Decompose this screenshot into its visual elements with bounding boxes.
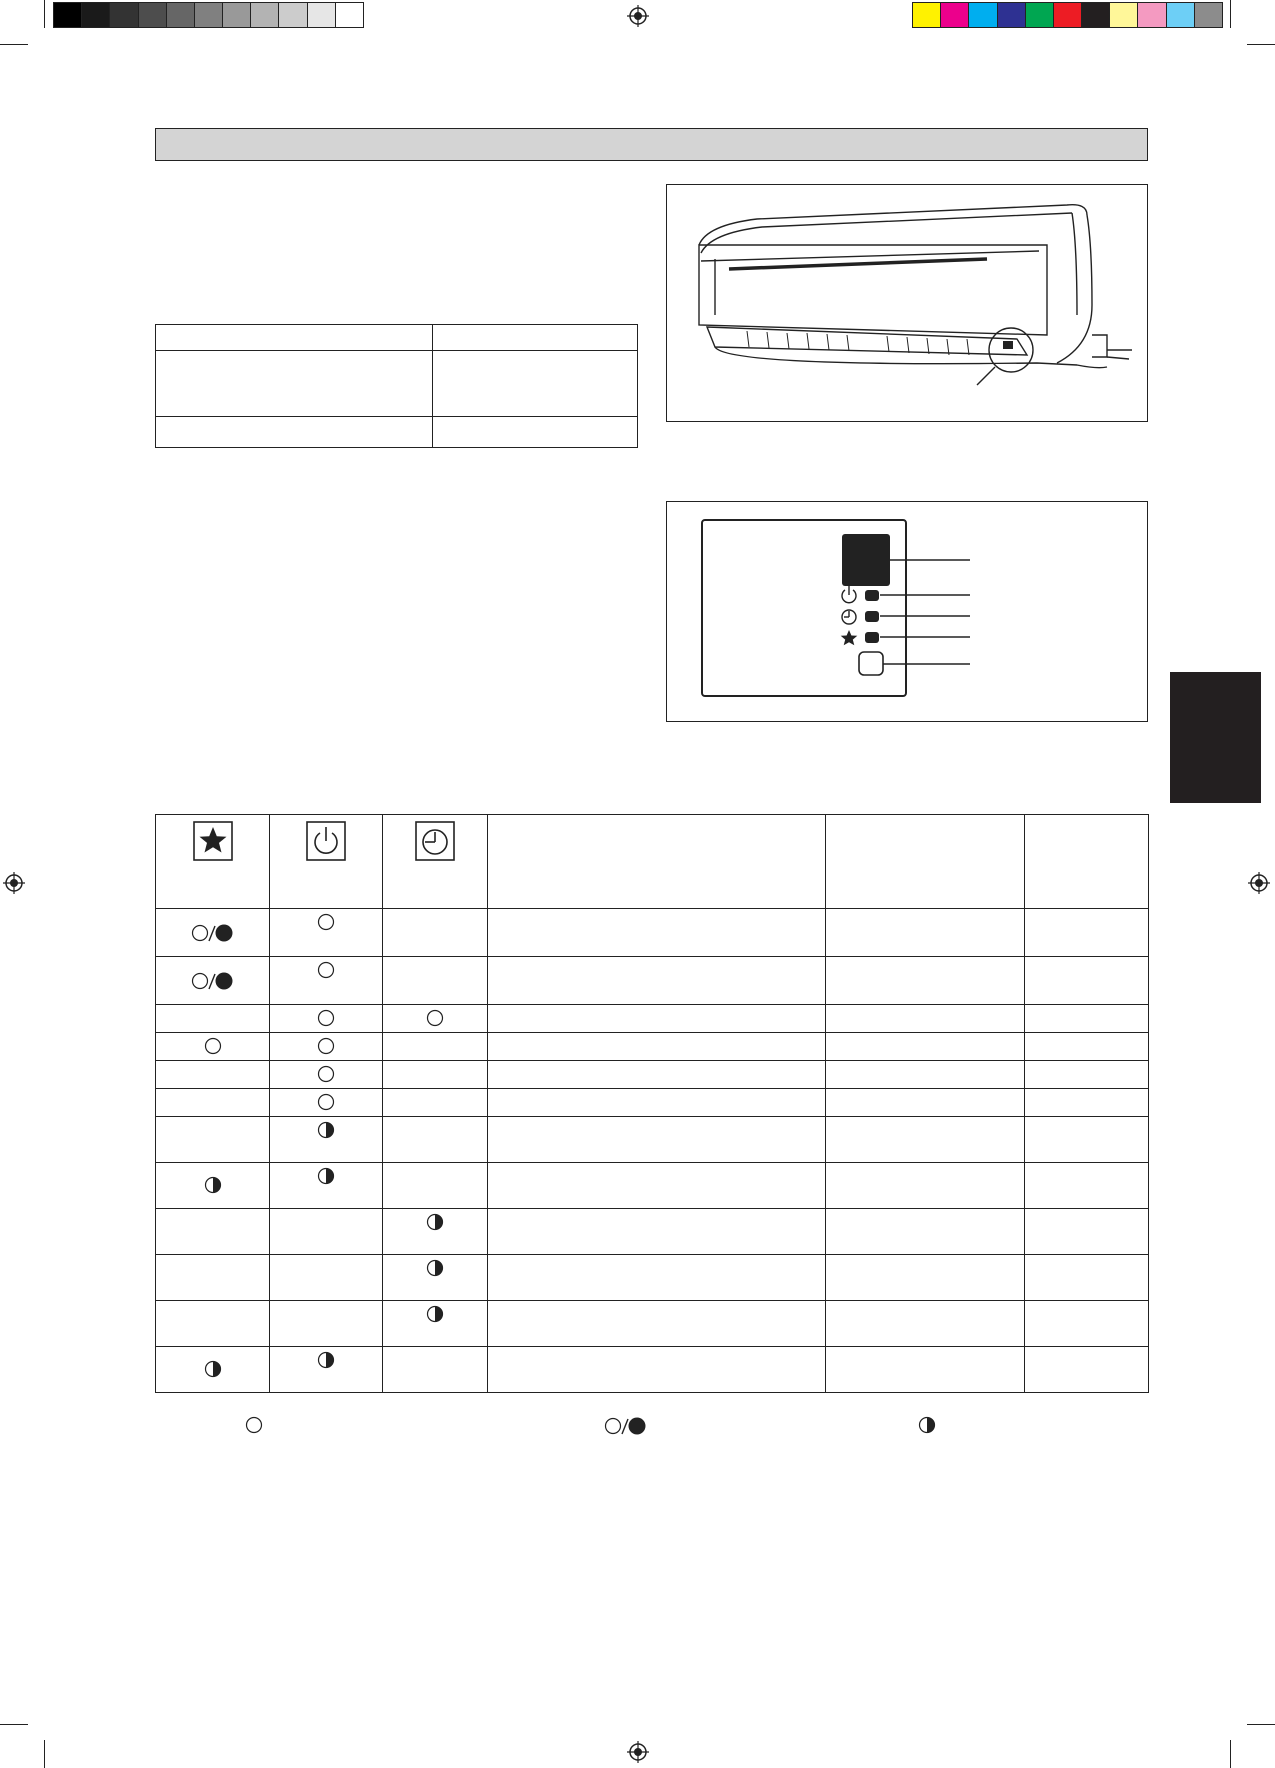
led-on-off-icon <box>191 971 235 991</box>
header-star-cell <box>156 815 270 909</box>
table-row <box>156 909 1149 957</box>
led-blink-icon <box>317 1121 335 1139</box>
legend-on <box>245 1416 263 1440</box>
power-status-cell <box>270 1255 383 1301</box>
table-row <box>156 1255 1149 1301</box>
led-on-icon <box>204 1037 222 1055</box>
timer-status-cell <box>383 1117 488 1163</box>
power-icon <box>306 821 346 861</box>
registration-mark-right <box>1248 872 1270 894</box>
header-timer-cell <box>383 815 488 909</box>
timer-status-cell <box>383 1209 488 1255</box>
timer-status-cell <box>383 1163 488 1209</box>
gray-swatch <box>138 2 167 28</box>
registration-mark-top <box>627 5 649 27</box>
table-row <box>156 351 638 417</box>
legend-on-off <box>604 1416 648 1440</box>
led-on-off-icon <box>191 923 235 943</box>
star-status-cell <box>156 1005 270 1033</box>
led-blink-icon <box>317 1351 335 1369</box>
star-status-cell <box>156 909 270 957</box>
star-status-cell <box>156 1061 270 1089</box>
color-swatch <box>940 2 969 28</box>
timer-status-cell <box>383 909 488 957</box>
star-status-cell <box>156 1255 270 1301</box>
table-row <box>156 1209 1149 1255</box>
indicator-panel-figure <box>666 501 1148 722</box>
power-status-cell <box>270 1089 383 1117</box>
crop-mark <box>0 44 28 45</box>
timer-icon <box>842 610 856 624</box>
gray-swatch <box>250 2 279 28</box>
led-on-icon <box>317 1093 335 1111</box>
crop-mark <box>1247 44 1275 45</box>
led-on-icon <box>317 1065 335 1083</box>
table-row <box>156 1089 1149 1117</box>
crop-mark <box>44 0 45 28</box>
gray-swatch <box>81 2 110 28</box>
gray-swatch <box>53 2 82 28</box>
color-swatch <box>1166 2 1195 28</box>
power-status-cell <box>270 1209 383 1255</box>
color-swatch <box>912 2 941 28</box>
crop-mark <box>1247 1724 1275 1725</box>
power-status-cell <box>270 1061 383 1089</box>
indicator-status-table <box>155 814 1149 1393</box>
star-status-cell <box>156 1301 270 1347</box>
color-swatch <box>968 2 997 28</box>
crop-mark <box>44 1740 45 1768</box>
gray-swatch <box>278 2 307 28</box>
crop-mark <box>0 1724 28 1725</box>
chapter-side-tab <box>1170 672 1261 803</box>
led-blink-icon <box>426 1305 444 1323</box>
timer-status-cell <box>383 1255 488 1301</box>
led-on-icon <box>317 1037 335 1055</box>
power-status-cell <box>270 1005 383 1033</box>
color-swatch <box>1053 2 1082 28</box>
gray-swatch <box>222 2 251 28</box>
table-row <box>156 417 638 448</box>
table-row <box>156 1163 1149 1209</box>
timer-status-cell <box>383 1033 488 1061</box>
led-blink-icon <box>426 1259 444 1277</box>
star-status-cell <box>156 1089 270 1117</box>
power-status-cell <box>270 1347 383 1393</box>
table-row <box>156 1033 1149 1061</box>
star-status-cell <box>156 1117 270 1163</box>
color-swatch <box>1194 2 1223 28</box>
led-on-icon <box>245 1416 263 1434</box>
color-swatch <box>1109 2 1138 28</box>
indicator-panel-illustration <box>667 502 1146 720</box>
led-on-icon <box>426 1009 444 1027</box>
spec-table <box>155 324 638 448</box>
led-blink-icon <box>204 1176 222 1194</box>
power-status-cell <box>270 1033 383 1061</box>
star-icon <box>841 630 858 645</box>
grayscale-color-bar <box>53 0 363 30</box>
table-row <box>156 1061 1149 1089</box>
led-on-icon <box>317 913 335 931</box>
timer-icon <box>415 821 455 861</box>
color-swatch <box>1137 2 1166 28</box>
star-status-cell <box>156 957 270 1005</box>
table-row <box>156 325 638 351</box>
table-header-row <box>156 815 1149 909</box>
power-icon <box>842 586 856 603</box>
star-status-cell <box>156 1209 270 1255</box>
power-status-cell <box>270 1301 383 1347</box>
star-icon <box>193 821 233 861</box>
timer-status-cell <box>383 957 488 1005</box>
timer-status-cell <box>383 1301 488 1347</box>
power-status-cell <box>270 1117 383 1163</box>
color-swatch <box>1025 2 1054 28</box>
crop-mark <box>1230 1740 1231 1768</box>
table-row <box>156 1301 1149 1347</box>
timer-status-cell <box>383 1089 488 1117</box>
power-status-cell <box>270 1163 383 1209</box>
gray-swatch <box>307 2 336 28</box>
section-header-bar <box>155 128 1148 161</box>
crop-mark <box>1230 0 1231 28</box>
power-status-cell <box>270 909 383 957</box>
timer-status-cell <box>383 1061 488 1089</box>
legend-blink <box>918 1416 936 1440</box>
air-conditioner-illustration <box>667 185 1146 420</box>
registration-mark-left <box>3 872 25 894</box>
led-on-icon <box>317 961 335 979</box>
gray-swatch <box>166 2 195 28</box>
gray-swatch <box>335 2 364 28</box>
timer-status-cell <box>383 1347 488 1393</box>
led-blink-icon <box>204 1360 222 1378</box>
power-status-cell <box>270 957 383 1005</box>
timer-status-cell <box>383 1005 488 1033</box>
ac-unit-figure <box>666 184 1148 422</box>
process-color-bar <box>912 0 1222 30</box>
star-status-cell <box>156 1347 270 1393</box>
gray-swatch <box>109 2 138 28</box>
color-swatch <box>1081 2 1110 28</box>
color-swatch <box>997 2 1026 28</box>
registration-mark-bottom <box>627 1741 649 1763</box>
gray-swatch <box>194 2 223 28</box>
table-row <box>156 1347 1149 1393</box>
table-row <box>156 957 1149 1005</box>
star-status-cell <box>156 1163 270 1209</box>
table-row <box>156 1005 1149 1033</box>
led-blink-icon <box>426 1213 444 1231</box>
table-row <box>156 1117 1149 1163</box>
led-blink-icon <box>317 1167 335 1185</box>
star-status-cell <box>156 1033 270 1061</box>
led-blink-icon <box>918 1416 936 1434</box>
led-on-icon <box>317 1009 335 1027</box>
header-power-cell <box>270 815 383 909</box>
led-on-off-icon <box>604 1416 648 1436</box>
